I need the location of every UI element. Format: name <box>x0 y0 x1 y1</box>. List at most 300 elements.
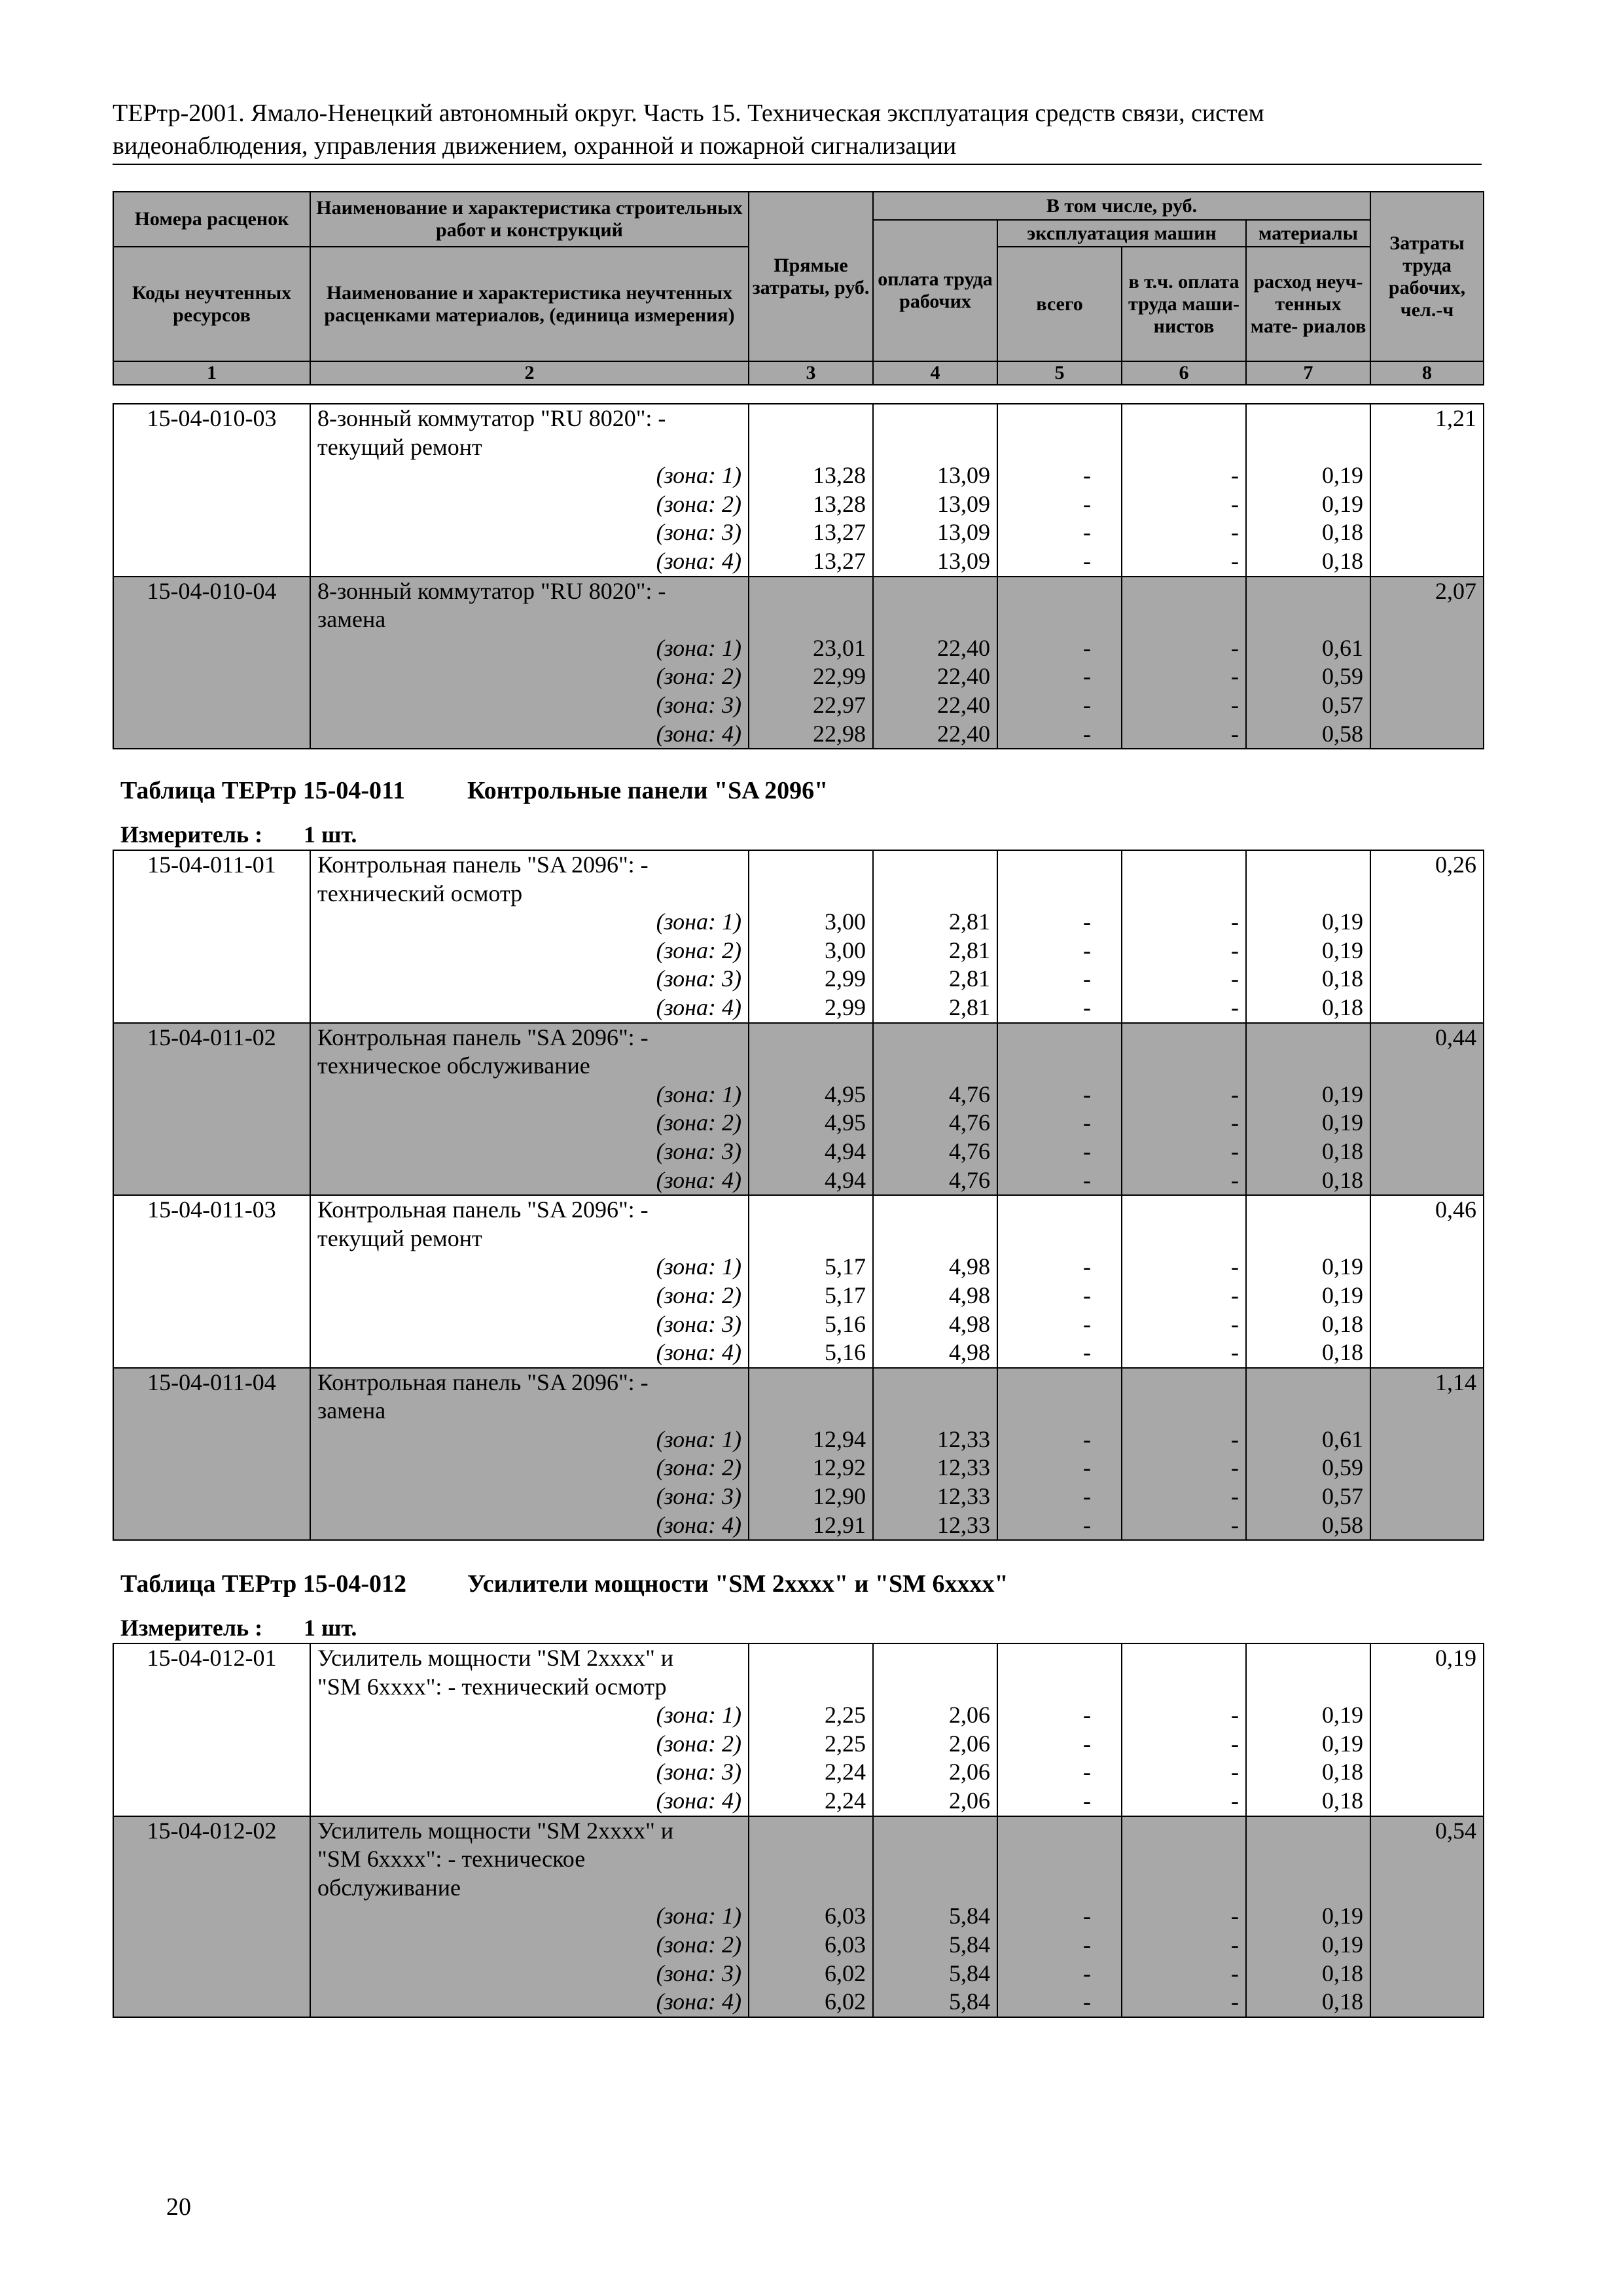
blank-line <box>874 1369 997 1397</box>
direct-cost-value: 22,98 <box>813 720 866 747</box>
machines-total-value: - <box>1083 1903 1091 1929</box>
direct-cost-value: 6,02 <box>825 1960 866 1986</box>
operator-pay-value: - <box>1231 908 1239 935</box>
description-line: технический осмотр <box>317 880 523 906</box>
zone-label: (зона: 3) <box>656 691 741 718</box>
blank-line <box>1122 1052 1245 1081</box>
worker-pay-value: 2,06 <box>949 1759 990 1785</box>
blank-line <box>749 1817 872 1846</box>
operator-pay-value: - <box>1231 965 1239 992</box>
description-line: техническое обслуживание <box>317 1052 590 1079</box>
blank-line <box>1122 1369 1245 1397</box>
worker-pay-cell <box>873 1023 997 1196</box>
page-number: 20 <box>166 2193 191 2221</box>
blank-line <box>874 1024 997 1052</box>
blank-line <box>1122 1644 1245 1673</box>
blank-line <box>998 433 1121 462</box>
measurement-unit-15-04-012 <box>120 1614 357 1641</box>
zone-label: (зона: 1) <box>656 1081 741 1107</box>
operator-pay-value: - <box>1231 994 1239 1020</box>
zone-label: (зона: 4) <box>656 1511 741 1538</box>
direct-cost-value: 23,01 <box>813 634 866 661</box>
materials-cell <box>1246 850 1370 1023</box>
rate-description <box>310 1816 749 2017</box>
blank-line <box>749 1024 872 1052</box>
operator-pay-cell <box>1122 404 1246 577</box>
table-caption-label: Таблица ТЕРтр 15-04-012 <box>120 1570 407 1598</box>
blank-line <box>998 1225 1121 1253</box>
machines-total-value: - <box>1083 1282 1091 1308</box>
zone-label: (зона: 2) <box>656 1109 741 1136</box>
blank-line <box>874 880 997 908</box>
worker-pay-value: 5,84 <box>949 1960 990 1986</box>
blank-line <box>749 605 872 634</box>
machines-total-value: - <box>1083 1931 1091 1958</box>
operator-pay-value: - <box>1231 1960 1239 1986</box>
blank-line <box>1247 1024 1370 1052</box>
operator-pay-value: - <box>1231 663 1239 690</box>
rate-code: 15-04-011-04 <box>113 1368 310 1541</box>
direct-cost-value: 6,02 <box>825 1988 866 2015</box>
operator-pay-value: - <box>1231 720 1239 747</box>
blank-line <box>874 1644 997 1673</box>
measurement-unit-15-04-011 <box>120 821 357 848</box>
zone-label: (зона: 4) <box>656 547 741 574</box>
zone-label: (зона: 4) <box>656 1988 741 2015</box>
machines-total-cell <box>997 1643 1122 1816</box>
machines-total-value: - <box>1083 1988 1091 2015</box>
blank-line <box>1247 1397 1370 1426</box>
worker-pay-value: 2,81 <box>949 994 990 1020</box>
description-line: "SM 6xxxx": - техническое <box>317 1846 586 1873</box>
blank-line <box>998 1052 1121 1081</box>
direct-cost-value: 5,16 <box>825 1310 866 1337</box>
materials-value: 0,18 <box>1322 1166 1363 1193</box>
materials-value: 0,18 <box>1322 1138 1363 1164</box>
zone-label: (зона: 2) <box>656 490 741 517</box>
worker-pay-value: 12,33 <box>937 1483 990 1510</box>
zone-label: (зона: 3) <box>656 1138 741 1164</box>
operator-pay-value: - <box>1231 1138 1239 1164</box>
blank-line <box>998 1369 1121 1397</box>
operator-pay-value: - <box>1231 1166 1239 1193</box>
rate-code: 15-04-010-04 <box>113 577 310 749</box>
header-machines-total: всего <box>997 247 1122 361</box>
blank-line <box>874 1874 997 1903</box>
direct-cost-value: 5,17 <box>825 1253 866 1280</box>
direct-cost-value: 4,95 <box>825 1081 866 1107</box>
direct-cost-value: 22,99 <box>813 663 866 690</box>
zone-label: (зона: 1) <box>656 462 741 489</box>
machines-total-value: - <box>1083 691 1091 718</box>
operator-pay-value: - <box>1231 1759 1239 1785</box>
zone-label: (зона: 4) <box>656 1339 741 1366</box>
column-number: 4 <box>873 361 997 385</box>
blank-line <box>749 1874 872 1903</box>
blank-line <box>1122 1225 1245 1253</box>
rate-description <box>310 1643 749 1816</box>
operator-pay-value: - <box>1231 691 1239 718</box>
table-caption-15-04-012 <box>120 1570 1008 1598</box>
materials-value: 0,57 <box>1322 691 1363 718</box>
blank-line <box>1247 1673 1370 1702</box>
machines-total-value: - <box>1083 490 1091 517</box>
blank-line <box>749 880 872 908</box>
materials-cell <box>1246 404 1370 577</box>
blank-line <box>749 1673 872 1702</box>
machines-total-value: - <box>1083 937 1091 963</box>
header-including: В том числе, руб. <box>873 192 1370 220</box>
blank-line <box>998 851 1121 880</box>
labor-cost-value: 0,26 <box>1370 850 1484 1023</box>
machines-total-cell <box>997 404 1122 577</box>
rate-row <box>113 1368 1484 1541</box>
direct-cost-value: 13,28 <box>813 490 866 517</box>
blank-line <box>998 1024 1121 1052</box>
measurement-value: 1 шт. <box>304 821 357 848</box>
blank-line <box>749 577 872 606</box>
rate-code: 15-04-012-02 <box>113 1816 310 2017</box>
description-line: текущий ремонт <box>317 433 482 460</box>
description-line: Усилитель мощности "SM 2xxxx" и <box>317 1645 674 1671</box>
machines-total-cell <box>997 1023 1122 1196</box>
machines-total-value: - <box>1083 663 1091 690</box>
machines-total-value: - <box>1083 1960 1091 1986</box>
materials-value: 0,19 <box>1322 1702 1363 1729</box>
zone-label: (зона: 3) <box>656 1310 741 1337</box>
description-line: Контрольная панель "SA 2096": - <box>317 1024 649 1050</box>
rate-row <box>113 1195 1484 1368</box>
direct-cost-value: 4,94 <box>825 1166 866 1193</box>
blank-line <box>998 1397 1121 1426</box>
operator-pay-value: - <box>1231 1903 1239 1929</box>
operator-pay-value: - <box>1231 490 1239 517</box>
description-line: замена <box>317 1397 386 1424</box>
worker-pay-value: 4,76 <box>949 1166 990 1193</box>
rate-description <box>310 404 749 577</box>
description-line: 8-зонный коммутатор "RU 8020": - <box>317 577 666 604</box>
zone-label: (зона: 2) <box>656 1730 741 1757</box>
blank-line <box>1122 1196 1245 1225</box>
header-material-consumption: расход неуч- тенных мате- риалов <box>1246 247 1370 361</box>
direct-cost-value: 3,00 <box>825 908 866 935</box>
materials-value: 0,61 <box>1322 634 1363 661</box>
operator-pay-value: - <box>1231 1702 1239 1729</box>
blank-line <box>874 404 997 433</box>
blank-line <box>1122 404 1245 433</box>
blank-line <box>749 851 872 880</box>
operator-pay-cell <box>1122 850 1246 1023</box>
operator-pay-cell <box>1122 1816 1246 2017</box>
description-line: 8-зонный коммутатор "RU 8020": - <box>317 405 666 431</box>
header-materials: материалы <box>1246 220 1370 247</box>
worker-pay-value: 2,06 <box>949 1702 990 1729</box>
direct-cost-value: 6,03 <box>825 1903 866 1929</box>
worker-pay-cell <box>873 850 997 1023</box>
materials-value: 0,19 <box>1322 462 1363 489</box>
blank-line <box>749 1397 872 1426</box>
blank-line <box>874 851 997 880</box>
direct-cost-value: 4,95 <box>825 1109 866 1136</box>
operator-pay-value: - <box>1231 937 1239 963</box>
rates-table-15-04-011 <box>113 850 1484 1541</box>
materials-value: 0,61 <box>1322 1426 1363 1452</box>
blank-line <box>1247 433 1370 462</box>
blank-line <box>749 1845 872 1874</box>
materials-value: 0,19 <box>1322 1730 1363 1757</box>
machines-total-value: - <box>1083 908 1091 935</box>
zone-label: (зона: 2) <box>656 1282 741 1308</box>
operator-pay-value: - <box>1231 1483 1239 1510</box>
labor-cost-value: 2,07 <box>1370 577 1484 749</box>
header-worker-pay: оплата труда рабочих <box>873 220 997 361</box>
direct-cost-value: 4,94 <box>825 1138 866 1164</box>
direct-cost-value: 12,94 <box>813 1426 866 1452</box>
materials-value: 0,19 <box>1322 1081 1363 1107</box>
direct-cost-value: 22,97 <box>813 691 866 718</box>
machines-total-value: - <box>1083 1166 1091 1193</box>
operator-pay-value: - <box>1231 519 1239 546</box>
worker-pay-value: 2,06 <box>949 1787 990 1814</box>
machines-total-value: - <box>1083 1138 1091 1164</box>
materials-value: 0,19 <box>1322 937 1363 963</box>
machines-total-cell <box>997 850 1122 1023</box>
header-machine-operation: эксплуатация машин <box>997 220 1246 247</box>
rate-row <box>113 404 1484 577</box>
worker-pay-cell <box>873 1195 997 1368</box>
header-direct-costs: Прямые затраты, руб. <box>749 192 873 361</box>
blank-line <box>874 577 997 606</box>
worker-pay-cell <box>873 577 997 749</box>
direct-cost-value: 13,27 <box>813 547 866 574</box>
direct-cost-value: 5,16 <box>825 1339 866 1366</box>
worker-pay-value: 4,76 <box>949 1081 990 1107</box>
machines-total-value: - <box>1083 634 1091 661</box>
column-number: 5 <box>997 361 1122 385</box>
labor-cost-value: 1,14 <box>1370 1368 1484 1541</box>
direct-cost-value: 12,92 <box>813 1454 866 1481</box>
materials-value: 0,19 <box>1322 908 1363 935</box>
materials-value: 0,18 <box>1322 1310 1363 1337</box>
blank-line <box>749 1369 872 1397</box>
zone-label: (зона: 4) <box>656 1787 741 1814</box>
zone-label: (зона: 4) <box>656 994 741 1020</box>
blank-line <box>874 1052 997 1081</box>
machines-total-cell <box>997 1368 1122 1541</box>
blank-line <box>1247 1052 1370 1081</box>
blank-line <box>749 1644 872 1673</box>
blank-line <box>1247 404 1370 433</box>
blank-line <box>1247 605 1370 634</box>
blank-line <box>1122 1874 1245 1903</box>
rate-code: 15-04-012-01 <box>113 1643 310 1816</box>
direct-cost-value: 2,99 <box>825 965 866 992</box>
materials-value: 0,18 <box>1322 1339 1363 1366</box>
zone-label: (зона: 3) <box>656 519 741 546</box>
header-operator-pay: в т.ч. оплата труда маши- нистов <box>1122 247 1246 361</box>
materials-value: 0,58 <box>1322 720 1363 747</box>
machines-total-cell <box>997 1816 1122 2017</box>
operator-pay-cell <box>1122 1368 1246 1541</box>
rate-code: 15-04-011-01 <box>113 850 310 1023</box>
zone-label: (зона: 4) <box>656 720 741 747</box>
materials-cell <box>1246 1368 1370 1541</box>
header-material-name: Наименование и характеристика неучтенных расценками материалов, (единица измерения) <box>310 247 749 361</box>
worker-pay-value: 22,40 <box>937 634 990 661</box>
zone-label: (зона: 1) <box>656 1253 741 1280</box>
blank-line <box>998 880 1121 908</box>
machines-total-value: - <box>1083 965 1091 992</box>
materials-value: 0,57 <box>1322 1483 1363 1510</box>
blank-line <box>1247 880 1370 908</box>
operator-pay-value: - <box>1231 1282 1239 1308</box>
rate-description <box>310 577 749 749</box>
blank-line <box>998 1644 1121 1673</box>
blank-line <box>1247 1817 1370 1846</box>
blank-line <box>1247 1196 1370 1225</box>
description-line: замена <box>317 606 386 633</box>
blank-line <box>874 1845 997 1874</box>
machines-total-value: - <box>1083 1787 1091 1814</box>
materials-value: 0,18 <box>1322 547 1363 574</box>
machines-total-cell <box>997 577 1122 749</box>
column-number: 2 <box>310 361 749 385</box>
zone-label: (зона: 1) <box>656 908 741 935</box>
rate-code: 15-04-011-03 <box>113 1195 310 1368</box>
worker-pay-cell <box>873 1368 997 1541</box>
zone-label: (зона: 2) <box>656 1931 741 1958</box>
materials-value: 0,19 <box>1322 1282 1363 1308</box>
machines-total-value: - <box>1083 547 1091 574</box>
operator-pay-value: - <box>1231 1454 1239 1481</box>
description-line: текущий ремонт <box>317 1225 482 1251</box>
direct-cost-value: 13,28 <box>813 462 866 489</box>
direct-cost-cell <box>749 1368 873 1541</box>
blank-line <box>1122 851 1245 880</box>
zone-label: (зона: 1) <box>656 1426 741 1452</box>
materials-cell <box>1246 1195 1370 1368</box>
machines-total-value: - <box>1083 1426 1091 1452</box>
rates-table-15-04-012 <box>113 1643 1484 2018</box>
blank-line <box>998 605 1121 634</box>
direct-cost-value: 3,00 <box>825 937 866 963</box>
blank-line <box>874 605 997 634</box>
worker-pay-cell <box>873 404 997 577</box>
zone-label: (зона: 2) <box>656 663 741 690</box>
operator-pay-value: - <box>1231 1310 1239 1337</box>
machines-total-value: - <box>1083 1253 1091 1280</box>
zone-label: (зона: 2) <box>656 1454 741 1481</box>
rate-row <box>113 1023 1484 1196</box>
blank-line <box>1122 1673 1245 1702</box>
direct-cost-value: 2,25 <box>825 1702 866 1729</box>
materials-value: 0,19 <box>1322 1931 1363 1958</box>
labor-cost-value: 0,19 <box>1370 1643 1484 1816</box>
column-header-table <box>113 191 1484 386</box>
worker-pay-value: 13,09 <box>937 462 990 489</box>
worker-pay-value: 12,33 <box>937 1511 990 1538</box>
description-line: Контрольная панель "SA 2096": - <box>317 1369 649 1395</box>
worker-pay-value: 4,98 <box>949 1253 990 1280</box>
worker-pay-value: 4,76 <box>949 1109 990 1136</box>
blank-line <box>1122 1397 1245 1426</box>
blank-line <box>1122 1845 1245 1874</box>
machines-total-value: - <box>1083 519 1091 546</box>
blank-line <box>998 1196 1121 1225</box>
blank-line <box>1122 880 1245 908</box>
materials-value: 0,59 <box>1322 663 1363 690</box>
blank-line <box>998 1817 1121 1846</box>
column-number: 8 <box>1370 361 1484 385</box>
zone-label: (зона: 2) <box>656 937 741 963</box>
worker-pay-value: 22,40 <box>937 663 990 690</box>
worker-pay-value: 2,81 <box>949 937 990 963</box>
running-header <box>113 97 1482 165</box>
direct-cost-value: 2,25 <box>825 1730 866 1757</box>
worker-pay-value: 2,81 <box>949 965 990 992</box>
operator-pay-value: - <box>1231 1081 1239 1107</box>
header-rate-numbers: Номера расценок <box>113 192 310 247</box>
zone-label: (зона: 1) <box>656 634 741 661</box>
machines-total-value: - <box>1083 462 1091 489</box>
blank-line <box>1122 1024 1245 1052</box>
operator-pay-value: - <box>1231 547 1239 574</box>
blank-line <box>998 1845 1121 1874</box>
blank-line <box>874 1225 997 1253</box>
worker-pay-value: 2,81 <box>949 908 990 935</box>
machines-total-value: - <box>1083 1483 1091 1510</box>
description-line: обслуживание <box>317 1874 461 1901</box>
zone-label: (зона: 3) <box>656 1483 741 1510</box>
operator-pay-value: - <box>1231 1730 1239 1757</box>
operator-pay-value: - <box>1231 634 1239 661</box>
worker-pay-value: 5,84 <box>949 1903 990 1929</box>
direct-cost-value: 13,27 <box>813 519 866 546</box>
direct-cost-value: 2,24 <box>825 1787 866 1814</box>
blank-line <box>998 404 1121 433</box>
operator-pay-value: - <box>1231 462 1239 489</box>
materials-value: 0,19 <box>1322 1109 1363 1136</box>
machines-total-value: - <box>1083 720 1091 747</box>
blank-line <box>874 1397 997 1426</box>
worker-pay-value: 13,09 <box>937 490 990 517</box>
rate-description <box>310 850 749 1023</box>
blank-line <box>749 404 872 433</box>
operator-pay-value: - <box>1231 1339 1239 1366</box>
machines-total-value: - <box>1083 1081 1091 1107</box>
rate-row <box>113 1816 1484 2017</box>
rate-code: 15-04-010-03 <box>113 404 310 577</box>
header-line-2: видеонаблюдения, управления движением, охранной и пожарной сигнализации <box>113 132 957 160</box>
direct-cost-value: 5,17 <box>825 1282 866 1308</box>
direct-cost-value: 12,90 <box>813 1483 866 1510</box>
direct-cost-cell <box>749 1023 873 1196</box>
blank-line <box>1122 1817 1245 1846</box>
machines-total-value: - <box>1083 1730 1091 1757</box>
operator-pay-cell <box>1122 1643 1246 1816</box>
header-line-1: ТЕРтр-2001. Ямало-Ненецкий автономный округ. Часть 15. Техническая эксплуатация средств связи, систем <box>113 99 1264 127</box>
worker-pay-value: 4,98 <box>949 1339 990 1366</box>
blank-line <box>1247 1225 1370 1253</box>
worker-pay-value: 4,76 <box>949 1138 990 1164</box>
zone-label: (зона: 3) <box>656 965 741 992</box>
blank-line <box>1247 1369 1370 1397</box>
description-line: Контрольная панель "SA 2096": - <box>317 852 649 878</box>
rate-description <box>310 1023 749 1196</box>
materials-value: 0,58 <box>1322 1511 1363 1538</box>
blank-line <box>874 1196 997 1225</box>
labor-cost-value: 0,46 <box>1370 1195 1484 1368</box>
